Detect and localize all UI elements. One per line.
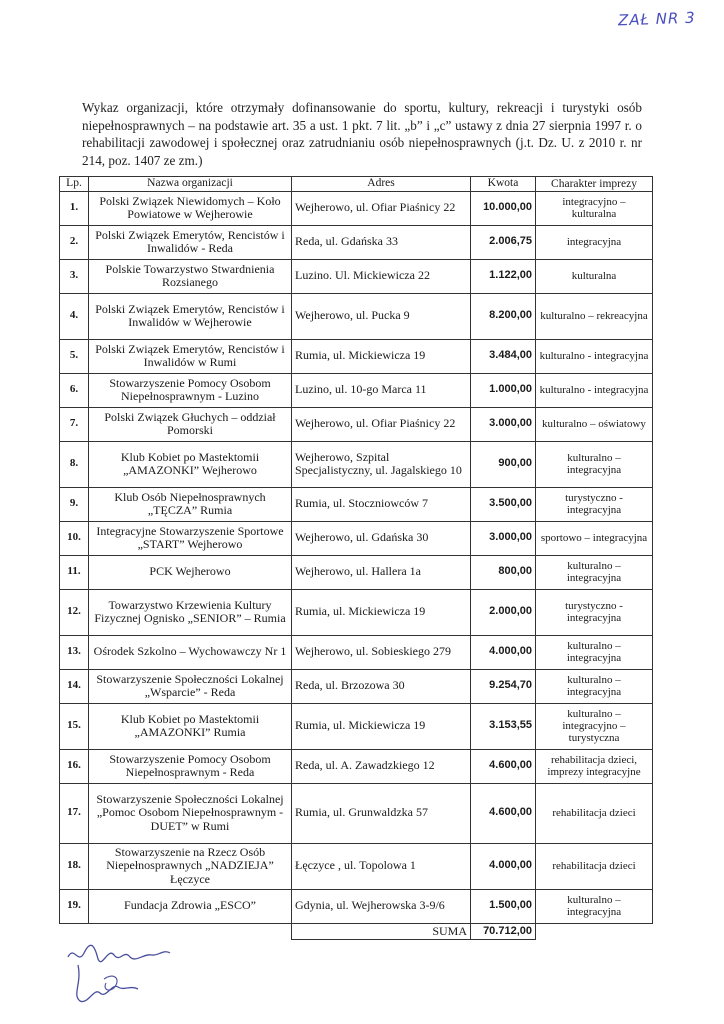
- row-name: Ośrodek Szkolno – Wychowawczy Nr 1: [89, 635, 292, 669]
- table-row: [60, 669, 653, 703]
- row-name: Klub Kobiet po Mastektomii „AMAZONKI” Wejherowo: [89, 441, 292, 487]
- table-row: [60, 749, 653, 783]
- row-address: Reda, ul. A. Zawadzkiego 12: [292, 749, 471, 783]
- row-name: Polski Związek Emerytów, Rencistów i Inwalidów w Rumi: [89, 339, 292, 373]
- row-amount: 3.484,00: [471, 339, 536, 373]
- row-lp: 14.: [60, 669, 89, 703]
- annex-number-note: ZAŁ NR 3: [618, 8, 697, 30]
- row-address: Rumia, ul. Grunwaldzka 57: [292, 783, 471, 843]
- row-lp: 13.: [60, 635, 89, 669]
- row-character: kulturalno – integracyjna: [536, 669, 653, 703]
- row-name: Stowarzyszenie na Rzecz Osób Niepełnosprawnych „NADZIEJA” Łęczyce: [89, 843, 292, 889]
- sum-value: 70.712,00: [471, 923, 536, 940]
- row-lp: 2.: [60, 225, 89, 259]
- row-character: kulturalno – rekreacyjna: [536, 293, 653, 339]
- row-lp: 11.: [60, 555, 89, 589]
- row-amount: 3.000,00: [471, 521, 536, 555]
- header-name: Nazwa organizacji: [89, 177, 292, 192]
- row-lp: 15.: [60, 703, 89, 749]
- row-name: Polski Związek Emerytów, Rencistów i Inwalidów - Reda: [89, 225, 292, 259]
- row-amount: 4.000,00: [471, 635, 536, 669]
- table-row: [60, 635, 653, 669]
- row-address: Wejherowo, ul. Sobieskiego 279: [292, 635, 471, 669]
- row-amount: 4.600,00: [471, 783, 536, 843]
- row-lp: 5.: [60, 339, 89, 373]
- row-amount: 2.000,00: [471, 589, 536, 635]
- row-character: kulturalno – integracyjna: [536, 441, 653, 487]
- table-row: [60, 441, 653, 487]
- row-address: Rumia, ul. Stoczniowców 7: [292, 487, 471, 521]
- row-name: Fundacja Zdrowia „ESCO”: [89, 889, 292, 923]
- row-amount: 2.006,75: [471, 225, 536, 259]
- row-character: integracyjno – kulturalna: [536, 191, 653, 225]
- row-address: Wejherowo, ul. Gdańska 30: [292, 521, 471, 555]
- table-row: [60, 703, 653, 749]
- row-name: Stowarzyszenie Pomocy Osobom Niepełnosprawnym - Luzino: [89, 373, 292, 407]
- row-lp: 10.: [60, 521, 89, 555]
- table-row: [60, 783, 653, 843]
- row-lp: 7.: [60, 407, 89, 441]
- row-amount: 9.254,70: [471, 669, 536, 703]
- row-address: Reda, ul. Brzozowa 30: [292, 669, 471, 703]
- row-character: integracyjna: [536, 225, 653, 259]
- document-intro: Wykaz organizacji, które otrzymały dofinansowanie do sportu, kultury, rekreacji i turystyki osób niepełnosprawnych – na podstawie art. 35 a ust. 1 pkt. 7 lit. „b” i „c” ustawy z dnia 27 sierpnia 1997 r. o rehabilitacji zawodowej i społecznej oraz zatrudnianiu osób niepełnosprawnych (j.t. Dz. U. z 2010 r. nr 214, poz. 1407 ze zm.): [82, 100, 642, 168]
- table-row: [60, 521, 653, 555]
- row-address: Wejherowo, ul. Ofiar Piaśnicy 22: [292, 191, 471, 225]
- row-amount: 3.153,55: [471, 703, 536, 749]
- row-name: Polskie Towarzystwo Stwardnienia Rozsianego: [89, 259, 292, 293]
- row-name: Stowarzyszenie Społeczności Lokalnej „Wsparcie” - Reda: [89, 669, 292, 703]
- row-name: Polski Związek Głuchych – oddział Pomorski: [89, 407, 292, 441]
- row-character: kulturalno – integracyjna: [536, 635, 653, 669]
- row-address: Gdynia, ul. Wejherowska 3-9/6: [292, 889, 471, 923]
- sum-spacer: [536, 923, 653, 940]
- row-name: Stowarzyszenie Pomocy Osobom Niepełnosprawnym - Reda: [89, 749, 292, 783]
- row-amount: 4.600,00: [471, 749, 536, 783]
- row-amount: 10.000,00: [471, 191, 536, 225]
- table-row: [60, 259, 653, 293]
- row-name: Polski Związek Emerytów, Rencistów i Inwalidów w Wejherowie: [89, 293, 292, 339]
- header-amount: Kwota: [471, 177, 536, 192]
- table-row: [60, 589, 653, 635]
- row-address: Rumia, ul. Mickiewicza 19: [292, 339, 471, 373]
- row-name: PCK Wejherowo: [89, 555, 292, 589]
- row-character: rehabilitacja dzieci: [536, 843, 653, 889]
- table-row: [60, 407, 653, 441]
- row-amount: 800,00: [471, 555, 536, 589]
- row-address: Wejherowo, Szpital Specjalistyczny, ul. Jagalskiego 10: [292, 441, 471, 487]
- row-amount: 8.200,00: [471, 293, 536, 339]
- row-lp: 4.: [60, 293, 89, 339]
- organizations-table: [59, 176, 653, 940]
- row-address: Rumia, ul. Mickiewicza 19: [292, 703, 471, 749]
- row-name: Polski Związek Niewidomych – Koło Powiatowe w Wejherowie: [89, 191, 292, 225]
- row-name: Stowarzyszenie Społeczności Lokalnej „Pomoc Osobom Niepełnosprawnym - DUET” w Rumi: [89, 783, 292, 843]
- row-address: Wejherowo, ul. Ofiar Piaśnicy 22: [292, 407, 471, 441]
- row-amount: 1.000,00: [471, 373, 536, 407]
- row-character: kulturalno - integracyjna: [536, 373, 653, 407]
- row-character: kulturalno – integracyjno – turystyczna: [536, 703, 653, 749]
- header-lp: Lp.: [60, 177, 89, 192]
- table-row: [60, 889, 653, 923]
- row-name: Klub Kobiet po Mastektomii „AMAZONKI” Rumia: [89, 703, 292, 749]
- row-address: Łęczyce , ul. Topolowa 1: [292, 843, 471, 889]
- sum-label: SUMA: [292, 923, 471, 940]
- row-address: Rumia, ul. Mickiewicza 19: [292, 589, 471, 635]
- row-address: Wejherowo, ul. Pucka 9: [292, 293, 471, 339]
- row-character: turystyczno - integracyjna: [536, 589, 653, 635]
- table-row: [60, 843, 653, 889]
- row-lp: 18.: [60, 843, 89, 889]
- table-row: [60, 373, 653, 407]
- table-row: [60, 293, 653, 339]
- row-lp: 1.: [60, 191, 89, 225]
- row-address: Luzino. Ul. Mickiewicza 22: [292, 259, 471, 293]
- row-lp: 8.: [60, 441, 89, 487]
- row-address: Wejherowo, ul. Hallera 1a: [292, 555, 471, 589]
- row-character: turystyczno - integracyjna: [536, 487, 653, 521]
- handwritten-signature: [60, 935, 180, 1010]
- row-lp: 12.: [60, 589, 89, 635]
- row-amount: 900,00: [471, 441, 536, 487]
- row-amount: 3.000,00: [471, 407, 536, 441]
- row-lp: 17.: [60, 783, 89, 843]
- row-lp: 9.: [60, 487, 89, 521]
- row-amount: 4.000,00: [471, 843, 536, 889]
- row-character: rehabilitacja dzieci, imprezy integracyjne: [536, 749, 653, 783]
- table-row: [60, 191, 653, 225]
- row-address: Luzino, ul. 10-go Marca 11: [292, 373, 471, 407]
- row-name: Klub Osób Niepełnosprawnych „TĘCZA” Rumia: [89, 487, 292, 521]
- row-character: sportowo – integracyjna: [536, 521, 653, 555]
- table-row: [60, 487, 653, 521]
- row-name: Integracyjne Stowarzyszenie Sportowe „START” Wejherowo: [89, 521, 292, 555]
- row-amount: 3.500,00: [471, 487, 536, 521]
- table-row: [60, 339, 653, 373]
- row-lp: 19.: [60, 889, 89, 923]
- row-character: kulturalno – integracyjna: [536, 889, 653, 923]
- row-name: Towarzystwo Krzewienia Kultury Fizycznej Ognisko „SENIOR” – Rumia: [89, 589, 292, 635]
- row-address: Reda, ul. Gdańska 33: [292, 225, 471, 259]
- row-character: kulturalna: [536, 259, 653, 293]
- row-character: kulturalno – integracyjna: [536, 555, 653, 589]
- table-row: [60, 225, 653, 259]
- row-amount: 1.500,00: [471, 889, 536, 923]
- row-lp: 3.: [60, 259, 89, 293]
- table-body: [60, 191, 653, 923]
- table-header-row: [60, 177, 653, 192]
- row-character: kulturalno - integracyjna: [536, 339, 653, 373]
- row-lp: 16.: [60, 749, 89, 783]
- header-character: Charakter imprezy: [536, 177, 653, 192]
- row-character: kulturalno – oświatowy: [536, 407, 653, 441]
- row-character: rehabilitacja dzieci: [536, 783, 653, 843]
- header-address: Adres: [292, 177, 471, 192]
- table-row: [60, 555, 653, 589]
- row-amount: 1.122,00: [471, 259, 536, 293]
- row-lp: 6.: [60, 373, 89, 407]
